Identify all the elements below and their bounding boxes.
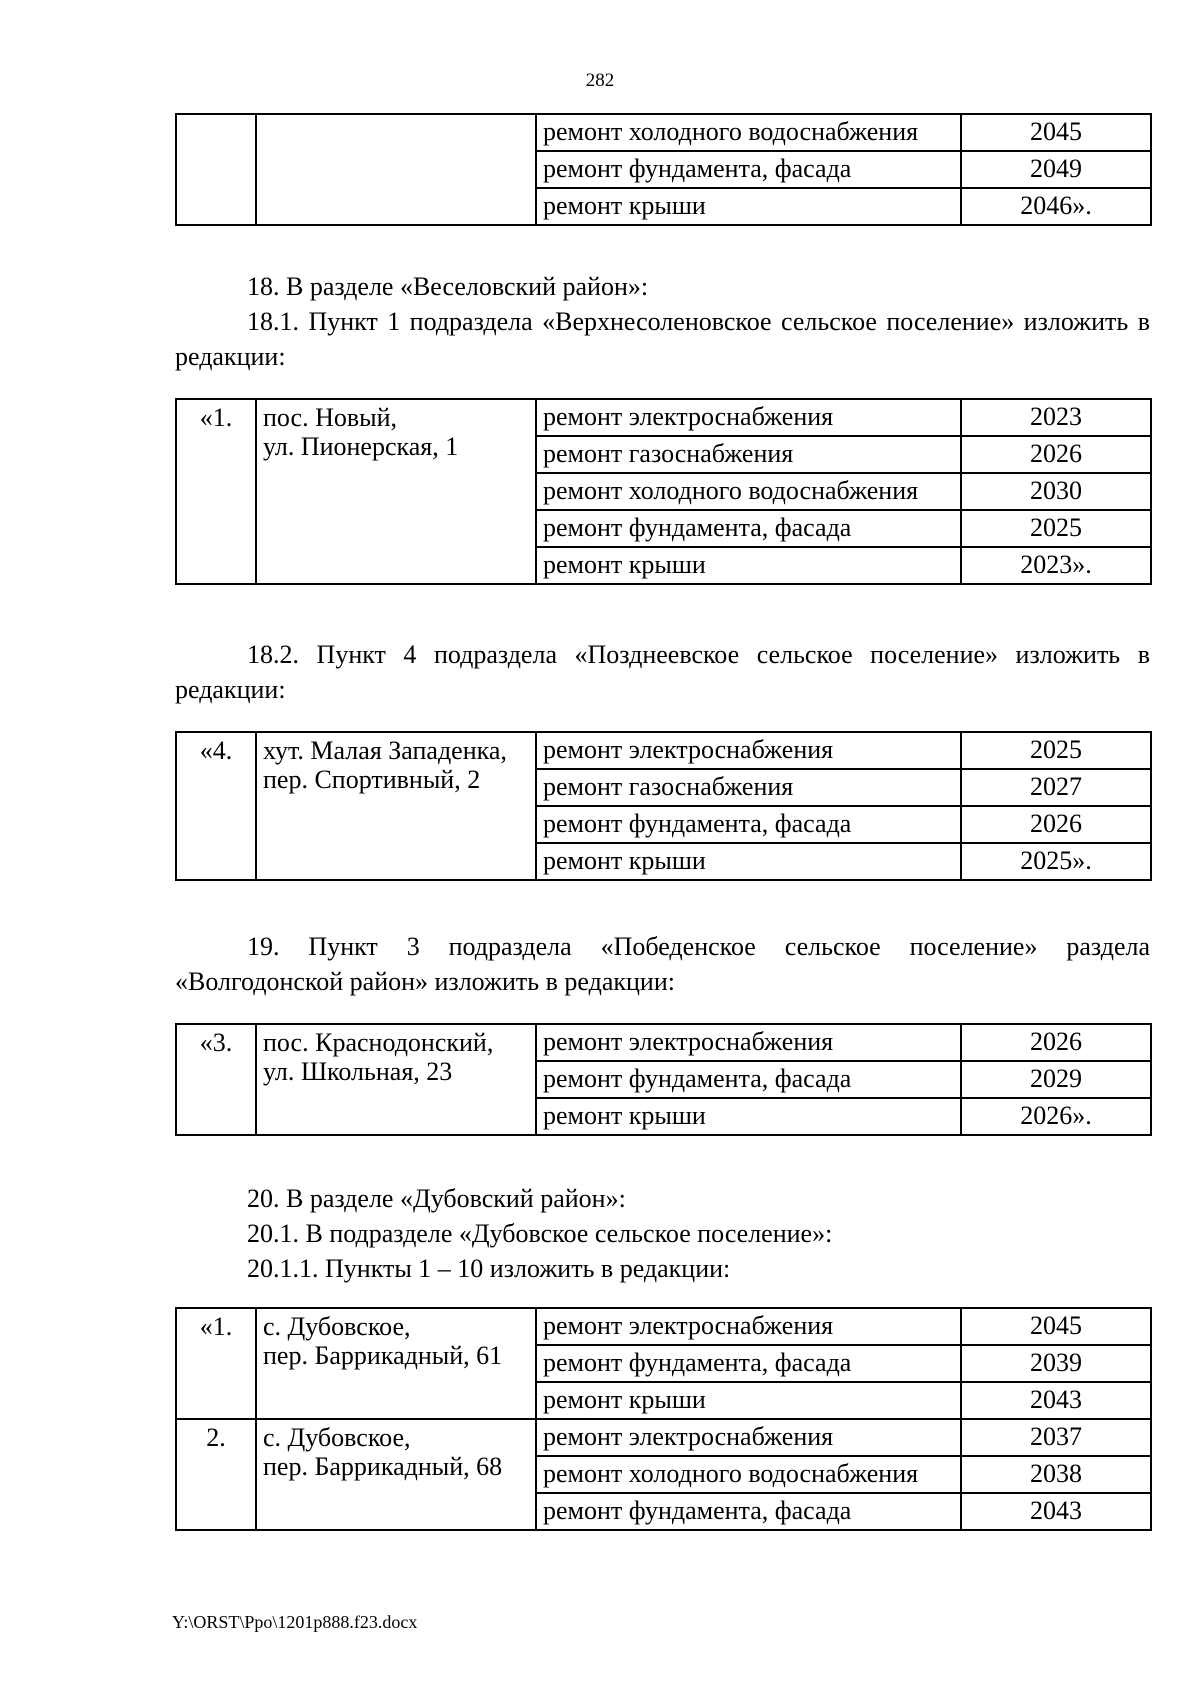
paragraph: 20. В разделе «Дубовский район»: xyxy=(247,1184,626,1213)
paragraph: 19. Пункт 3 подраздела «Победенское сельское поселение» раздела «Волгодонской район» изложить в редакции: xyxy=(175,932,1150,996)
table-dubovskoe-items xyxy=(175,1307,1152,1531)
year-cell: 2023». xyxy=(961,547,1151,584)
year-cell: 2029 xyxy=(961,1061,1151,1098)
num-cell: «1. xyxy=(176,1308,256,1419)
address-line: пер. Спортивный, 2 xyxy=(263,764,481,794)
year-cell: 2023 xyxy=(961,399,1151,436)
work-cell: ремонт газоснабжения xyxy=(536,769,961,806)
year-cell: 2045 xyxy=(961,114,1151,151)
address-cell xyxy=(256,732,536,880)
work-cell: ремонт электроснабжения xyxy=(536,399,961,436)
work-cell: ремонт газоснабжения xyxy=(536,436,961,473)
address-line: пер. Баррикадный, 68 xyxy=(263,1451,503,1481)
year-cell: 2038 xyxy=(961,1456,1151,1493)
work-cell: ремонт фундамента, фасада xyxy=(536,151,961,188)
table-item-4-zapadenka xyxy=(175,731,1152,881)
address-cell xyxy=(256,114,536,225)
table-row xyxy=(176,1308,1151,1345)
work-cell: ремонт крыши xyxy=(536,188,961,225)
table-row xyxy=(176,732,1151,769)
work-cell: ремонт фундамента, фасада xyxy=(536,1061,961,1098)
work-cell: ремонт крыши xyxy=(536,1098,961,1135)
num-cell: 2. xyxy=(176,1419,256,1530)
work-cell: ремонт крыши xyxy=(536,1382,961,1419)
paragraph: 20.1. В подразделе «Дубовское сельское поселение»: xyxy=(247,1219,833,1248)
work-cell: ремонт фундамента, фасада xyxy=(536,1345,961,1382)
year-cell: 2046». xyxy=(961,188,1151,225)
work-cell: ремонт крыши xyxy=(536,843,961,880)
table-continuation xyxy=(175,113,1152,226)
address-cell xyxy=(256,1419,536,1530)
table-item-1-novyi xyxy=(175,398,1152,585)
table-row xyxy=(176,1024,1151,1061)
table-row xyxy=(176,399,1151,436)
year-cell: 2025». xyxy=(961,843,1151,880)
num-cell xyxy=(176,114,256,225)
address-line: ул. Пионерская, 1 xyxy=(263,431,459,461)
year-cell: 2026 xyxy=(961,436,1151,473)
work-cell: ремонт электроснабжения xyxy=(536,1024,961,1061)
year-cell: 2026 xyxy=(961,1024,1151,1061)
year-cell: 2030 xyxy=(961,473,1151,510)
work-cell: ремонт электроснабжения xyxy=(536,1419,961,1456)
address-cell xyxy=(256,1308,536,1419)
address-cell xyxy=(256,399,536,584)
section-18-2-text xyxy=(175,637,1150,707)
paragraph: 20.1.1. Пункты 1 – 10 изложить в редакции: xyxy=(247,1254,731,1283)
work-cell: ремонт фундамента, фасада xyxy=(536,510,961,547)
work-cell: ремонт фундамента, фасада xyxy=(536,1493,961,1530)
address-cell xyxy=(256,1024,536,1135)
num-cell: «1. xyxy=(176,399,256,584)
address-line: пос. Краснодонский, xyxy=(263,1028,494,1057)
address-line: пер. Баррикадный, 61 xyxy=(263,1340,503,1370)
year-cell: 2043 xyxy=(961,1382,1151,1419)
work-cell: ремонт крыши xyxy=(536,547,961,584)
work-cell: ремонт холодного водоснабжения xyxy=(536,114,961,151)
address-line: с. Дубовское, xyxy=(263,1312,411,1341)
year-cell: 2039 xyxy=(961,1345,1151,1382)
paragraph: 18.1. Пункт 1 подраздела «Верхнесоленовское сельское поселение» изложить в редакции: xyxy=(175,307,1150,371)
address-line: пос. Новый, xyxy=(263,403,398,432)
footer-file-path: Y:\ORST\Ppo\1201p888.f23.docx xyxy=(172,1612,418,1632)
work-cell: ремонт фундамента, фасада xyxy=(536,806,961,843)
year-cell: 2049 xyxy=(961,151,1151,188)
year-cell: 2026 xyxy=(961,806,1151,843)
year-cell: 2043 xyxy=(961,1493,1151,1530)
work-cell: ремонт холодного водоснабжения xyxy=(536,473,961,510)
address-line: ул. Школьная, 23 xyxy=(263,1056,453,1086)
year-cell: 2045 xyxy=(961,1308,1151,1345)
paragraph: 18.2. Пункт 4 подраздела «Позднеевское сельское поселение» изложить в редакции: xyxy=(175,640,1150,704)
section-18-text xyxy=(175,269,1150,374)
table-item-3-krasnodonskiy xyxy=(175,1023,1152,1136)
paragraph: 18. В разделе «Веселовский район»: xyxy=(247,272,649,301)
table-row xyxy=(176,114,1151,151)
year-cell: 2026». xyxy=(961,1098,1151,1135)
num-cell: «4. xyxy=(176,732,256,880)
work-cell: ремонт холодного водоснабжения xyxy=(536,1456,961,1493)
work-cell: ремонт электроснабжения xyxy=(536,732,961,769)
year-cell: 2027 xyxy=(961,769,1151,806)
page-number: 282 xyxy=(585,70,615,91)
section-20-text xyxy=(175,1181,1150,1286)
year-cell: 2025 xyxy=(961,732,1151,769)
section-19-text xyxy=(175,929,1150,999)
year-cell: 2025 xyxy=(961,510,1151,547)
work-cell: ремонт электроснабжения xyxy=(536,1308,961,1345)
address-line: с. Дубовское, xyxy=(263,1423,411,1452)
year-cell: 2037 xyxy=(961,1419,1151,1456)
table-row xyxy=(176,1419,1151,1456)
num-cell: «3. xyxy=(176,1024,256,1135)
address-line: хут. Малая Западенка, xyxy=(263,736,507,765)
